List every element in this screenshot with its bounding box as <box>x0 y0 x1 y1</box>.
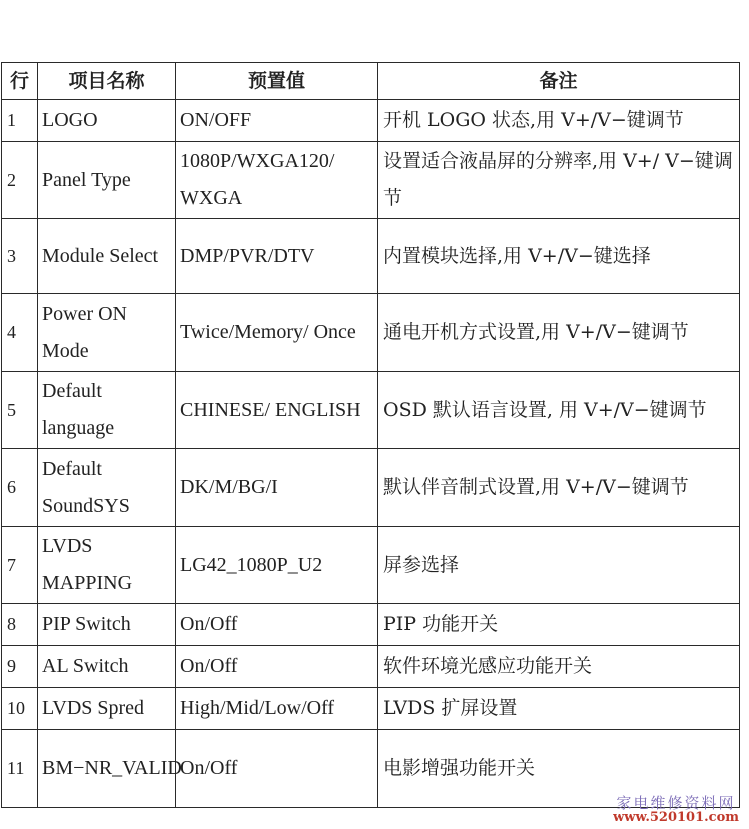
item-name-cell: Default language <box>38 372 176 449</box>
remarks-cell: PIP 功能开关 <box>378 604 740 646</box>
item-name-cell: LVDS Spred <box>38 688 176 730</box>
table-row <box>2 100 740 142</box>
remarks-cell: 设置适合液晶屏的分辨率,用 V+/ V−键调节 <box>378 142 740 219</box>
preset-value-cell: DK/M/BG/I <box>176 449 378 527</box>
header-row-number: 行 <box>2 63 38 100</box>
table-row <box>2 646 740 688</box>
remarks-cell: 软件环境光感应功能开关 <box>378 646 740 688</box>
item-name-cell: Power ON Mode <box>38 294 176 372</box>
preset-value-cell: On/Off <box>176 730 378 808</box>
row-number-cell: 7 <box>2 527 38 604</box>
preset-value-cell: Twice/Memory/ Once <box>176 294 378 372</box>
row-number-cell: 11 <box>2 730 38 808</box>
table-row <box>2 449 740 527</box>
row-number-cell: 6 <box>2 449 38 527</box>
header-item-name: 项目名称 <box>38 63 176 100</box>
table-body <box>2 100 740 808</box>
remarks-cell: 默认伴音制式设置,用 V+/V−键调节 <box>378 449 740 527</box>
site-watermark <box>613 795 739 825</box>
row-number-cell: 5 <box>2 372 38 449</box>
item-name-cell: AL Switch <box>38 646 176 688</box>
row-number-cell: 4 <box>2 294 38 372</box>
item-name-cell: Panel Type <box>38 142 176 219</box>
preset-value-cell: DMP/PVR/DTV <box>176 219 378 294</box>
preset-value-cell: ON/OFF <box>176 100 378 142</box>
preset-value-cell: 1080P/WXGA120/ WXGA <box>176 142 378 219</box>
row-number-cell: 1 <box>2 100 38 142</box>
row-number-cell: 10 <box>2 688 38 730</box>
preset-value-cell: On/Off <box>176 646 378 688</box>
table-row <box>2 604 740 646</box>
watermark-url: www.520101.com <box>613 810 739 825</box>
row-number-cell: 3 <box>2 219 38 294</box>
table-row <box>2 294 740 372</box>
remarks-cell: 屏参选择 <box>378 527 740 604</box>
table-row <box>2 219 740 294</box>
remarks-cell: 电影增强功能开关 <box>378 730 740 808</box>
table-row <box>2 688 740 730</box>
item-name-cell: Module Select <box>38 219 176 294</box>
table-header-row <box>2 63 740 100</box>
table-row <box>2 372 740 449</box>
item-name-cell: PIP Switch <box>38 604 176 646</box>
header-remarks: 备注 <box>378 63 740 100</box>
remarks-cell: OSD 默认语言设置, 用 V+/V−键调节 <box>378 372 740 449</box>
factory-settings-table <box>1 62 740 808</box>
item-name-cell: BM−NR_VALID <box>38 730 176 808</box>
item-name-cell: LOGO <box>38 100 176 142</box>
table-row <box>2 142 740 219</box>
preset-value-cell: CHINESE/ ENGLISH <box>176 372 378 449</box>
row-number-cell: 2 <box>2 142 38 219</box>
item-name-cell: LVDS MAPPING <box>38 527 176 604</box>
remarks-cell: LVDS 扩屏设置 <box>378 688 740 730</box>
row-number-cell: 9 <box>2 646 38 688</box>
preset-value-cell: LG42_1080P_U2 <box>176 527 378 604</box>
item-name-cell: Default SoundSYS <box>38 449 176 527</box>
preset-value-cell: On/Off <box>176 604 378 646</box>
row-number-cell: 8 <box>2 604 38 646</box>
header-preset-value: 预置值 <box>176 63 378 100</box>
watermark-site-name: 家电维修资料网 <box>616 794 736 812</box>
remarks-cell: 通电开机方式设置,用 V+/V−键调节 <box>378 294 740 372</box>
remarks-cell: 内置模块选择,用 V+/V−键选择 <box>378 219 740 294</box>
table-row <box>2 527 740 604</box>
settings-table-container <box>1 62 739 808</box>
preset-value-cell: High/Mid/Low/Off <box>176 688 378 730</box>
remarks-cell: 开机 LOGO 状态,用 V+/V−键调节 <box>378 100 740 142</box>
